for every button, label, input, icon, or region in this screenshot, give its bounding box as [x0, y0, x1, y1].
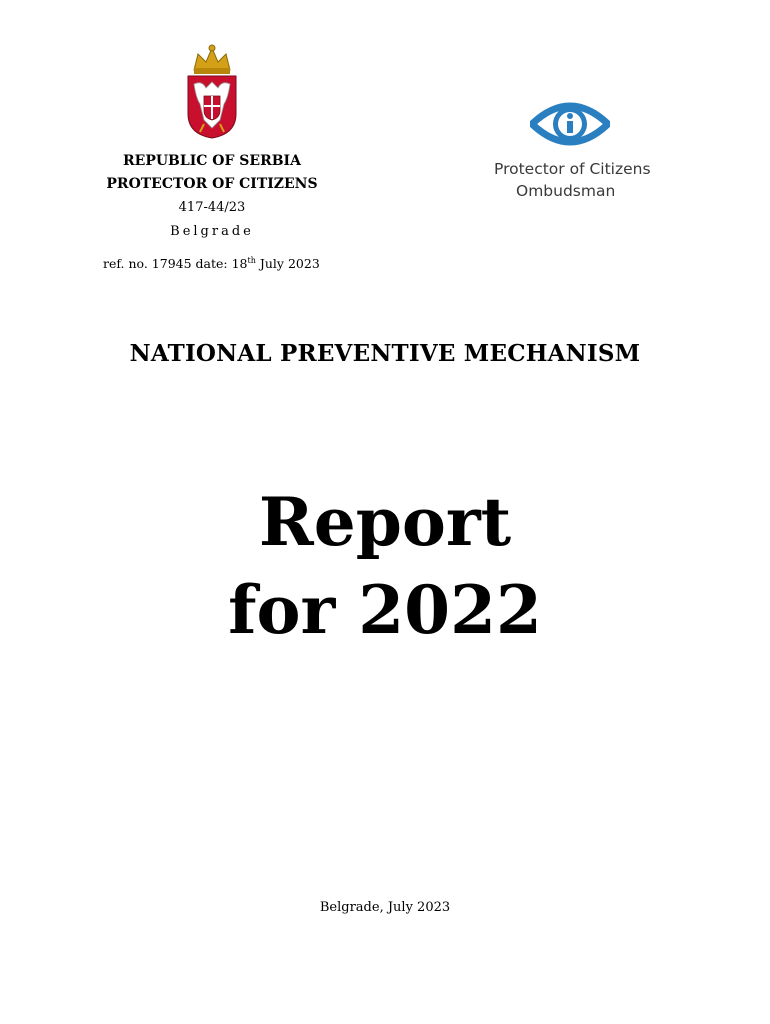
institution-name: PROTECTOR OF CITIZENS [106, 176, 318, 192]
report-title [0, 478, 770, 654]
report-title-line-1: Report [258, 483, 512, 561]
logo-line-2: Ombudsman [516, 182, 616, 200]
coat-of-arms-icon [184, 44, 240, 140]
issuer-block [72, 150, 352, 244]
reference-ordinal: th [247, 256, 256, 265]
footer-place-date: Belgrade, July 2023 [319, 900, 451, 915]
logo-line-1: Protector of Citizens [494, 160, 651, 178]
report-title-line-2: for 2022 [228, 571, 542, 649]
issuing-city: Belgrade [170, 224, 254, 239]
reference-prefix: ref. no. 17945 date: 18 [103, 256, 248, 271]
reference-suffix: July 2023 [255, 256, 320, 271]
country-name: REPUBLIC OF SERBIA [123, 153, 301, 169]
document-heading: NATIONAL PREVENTIVE MECHANISM [129, 340, 641, 367]
case-number: 417-44/23 [178, 200, 246, 215]
ombudsman-eye-icon [530, 96, 610, 152]
ombudsman-logo [490, 96, 670, 206]
reference-line [103, 256, 320, 271]
